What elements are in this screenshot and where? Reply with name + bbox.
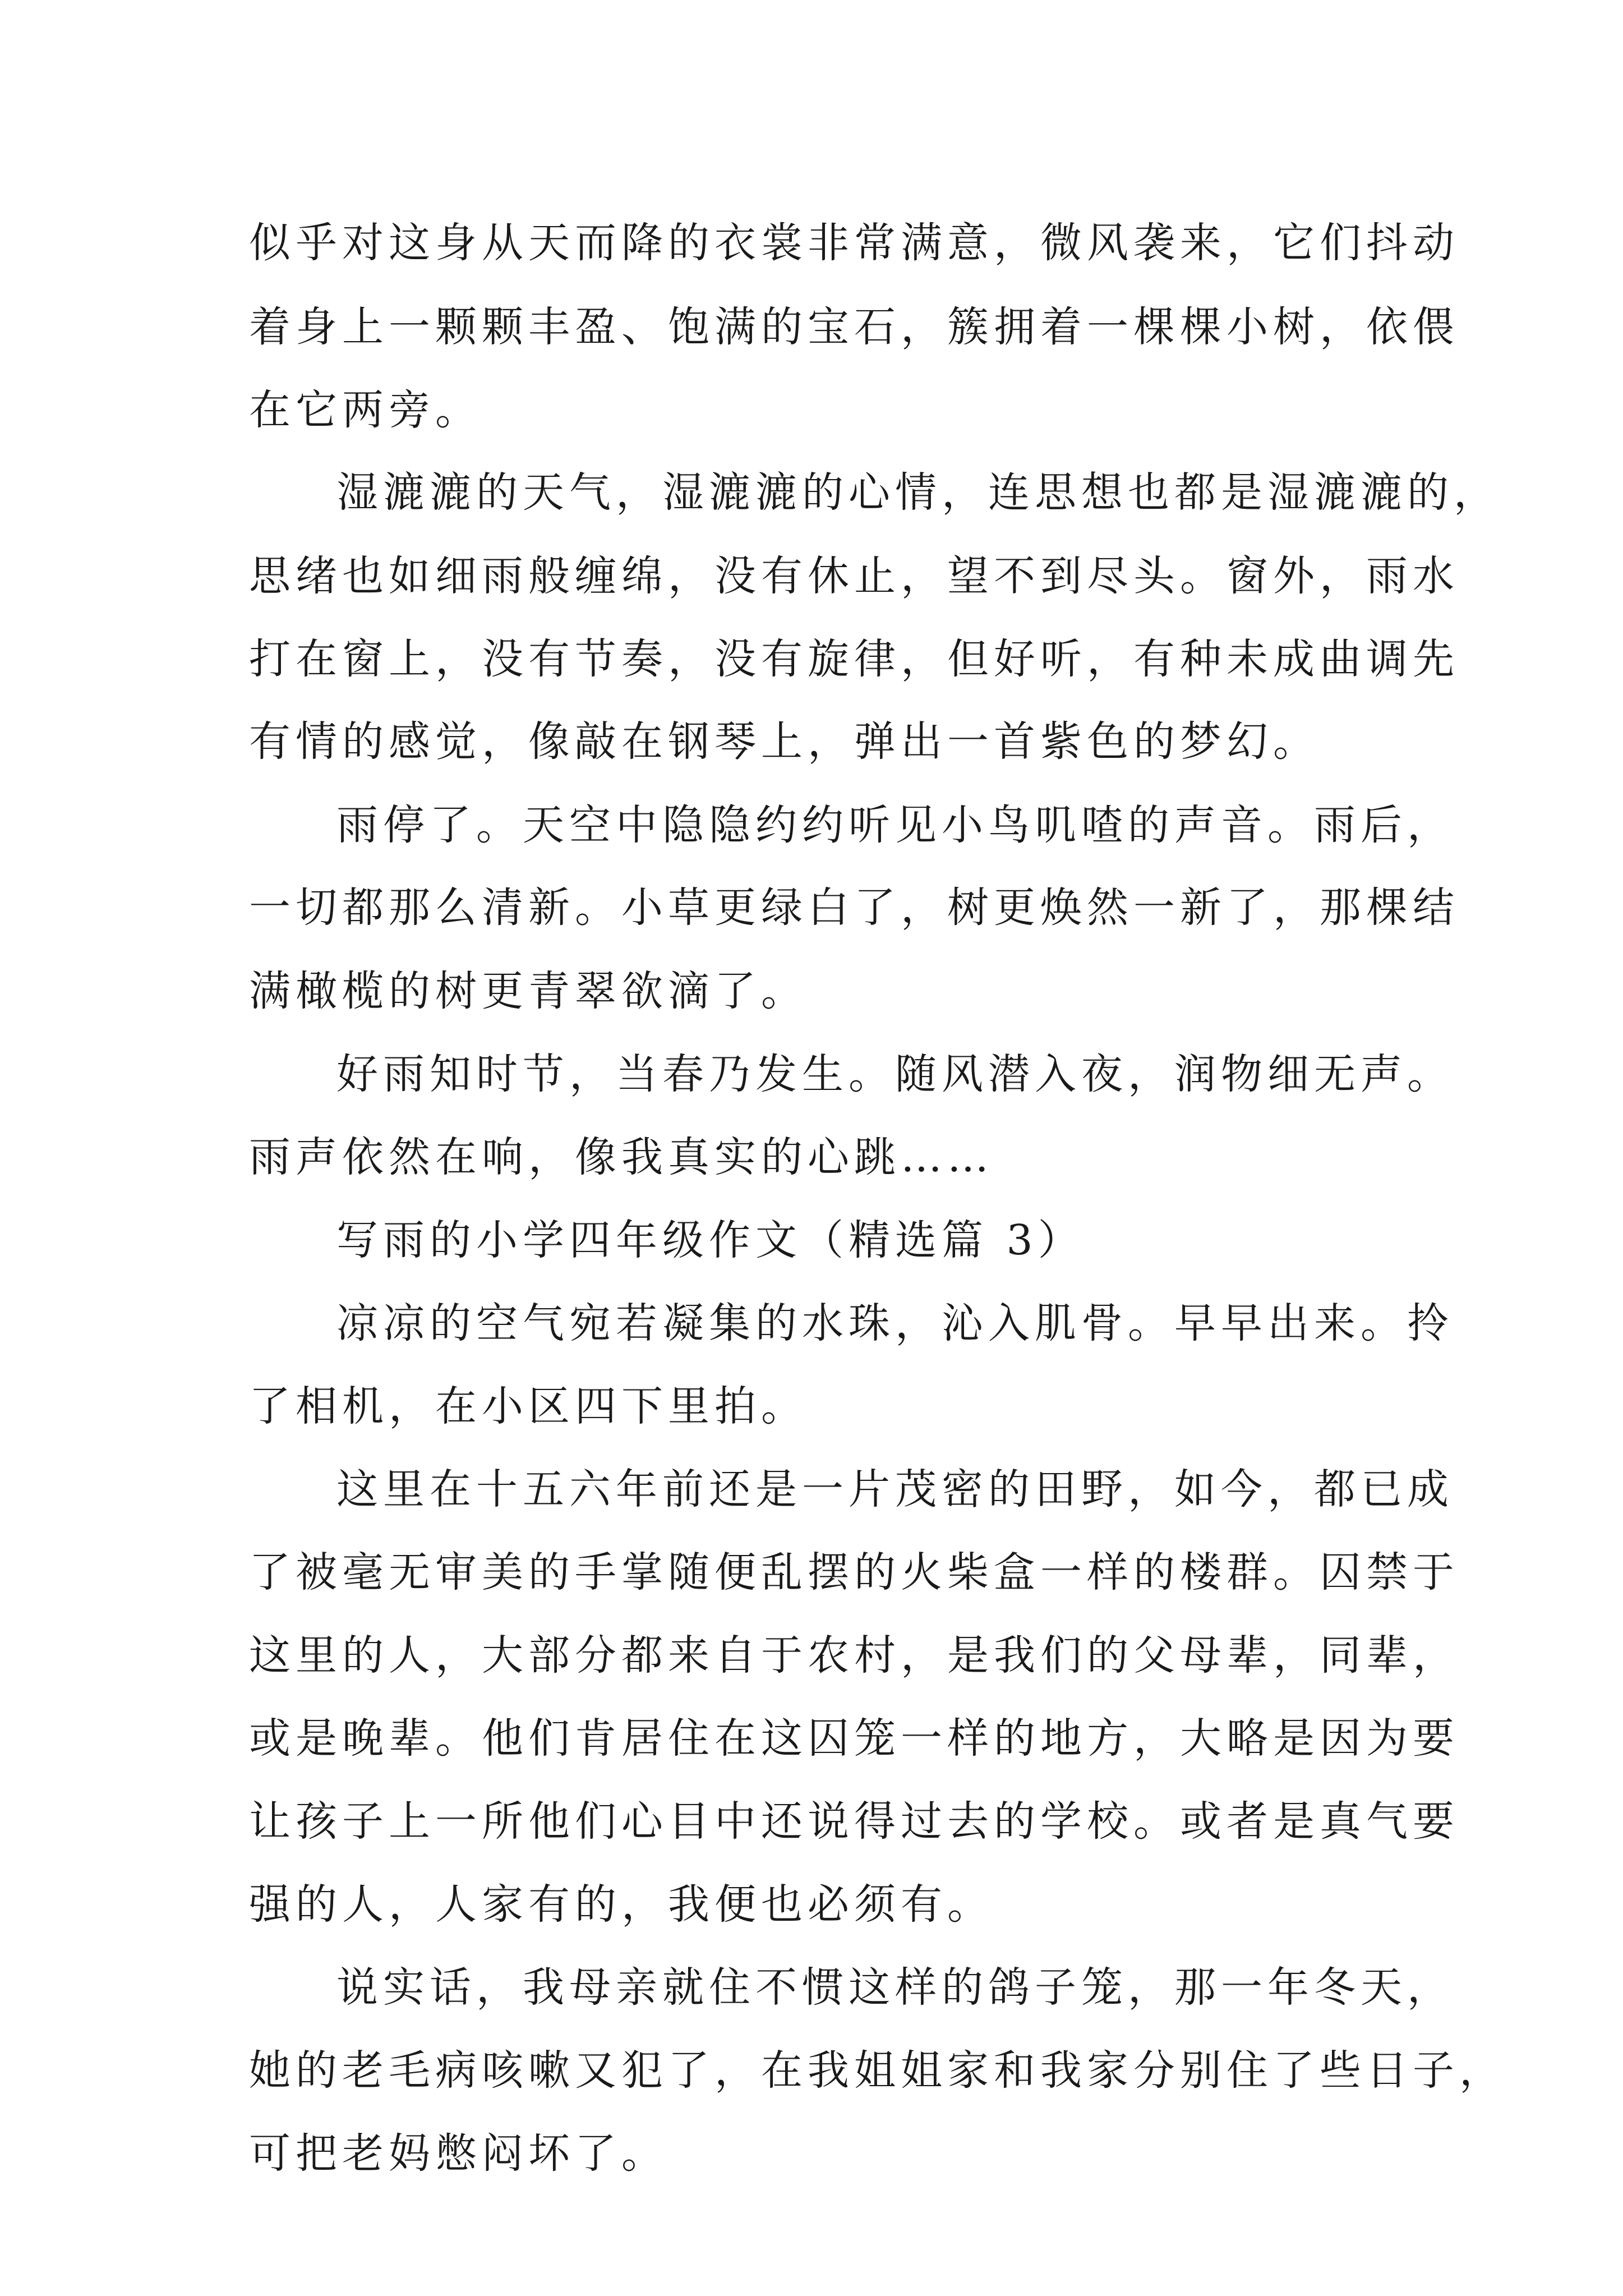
text-line: 可把老妈憋闷坏了。 bbox=[249, 2129, 668, 2178]
text-line: 强的人，人家有的，我便也必须有。 bbox=[249, 1880, 994, 1929]
text-line: 了相机，在小区四下里拍。 bbox=[249, 1382, 808, 1430]
text-line: 满橄榄的树更青翠欲滴了。 bbox=[249, 967, 808, 1015]
text-line: 在它两旁。 bbox=[249, 386, 482, 434]
paragraph-first-line: 好雨知时节，当春乃发生。随风潜入夜，润物细无声。 bbox=[336, 1050, 1454, 1098]
text-line: 或是晚辈。他们肯居住在这囚笼一样的地方，大略是因为要 bbox=[249, 1714, 1459, 1763]
text-line: 她的老毛病咳嗽又犯了，在我姐姐家和我家分别住了些日子， bbox=[249, 2046, 1506, 2095]
paragraph-first-line: 雨停了。天空中隐隐约约听见小鸟叽喳的声音。雨后， bbox=[336, 801, 1454, 849]
paragraph-first-line: 这里在十五六年前还是一片茂密的田野，如今，都已成 bbox=[336, 1465, 1454, 1513]
text-line: 有情的感觉，像敲在钢琴上，弹出一首紫色的梦幻。 bbox=[249, 717, 1320, 766]
paragraph-first-line: 说实话，我母亲就住不惯这样的鸽子笼，那一年冬天， bbox=[336, 1963, 1454, 2012]
text-line: 让孩子上一所他们心目中还说得过去的学校。或者是真气要 bbox=[249, 1797, 1459, 1846]
text-line: 思绪也如细雨般缠绵，没有休止，望不到尽头。窗外，雨水 bbox=[249, 552, 1459, 600]
section-heading: 写雨的小学四年级作文（精选篇 3） bbox=[336, 1216, 1085, 1264]
text-line: 似乎对这身从天而降的衣裳非常满意，微风袭来，它们抖动 bbox=[249, 219, 1459, 267]
paragraph-first-line: 凉凉的空气宛若凝集的水珠，沁入肌骨。早早出来。拎 bbox=[336, 1299, 1454, 1347]
text-line: 了被毫无审美的手掌随便乱摆的火柴盒一样的楼群。囚禁于 bbox=[249, 1548, 1459, 1596]
text-line: 雨声依然在响，像我真实的心跳…… bbox=[249, 1133, 994, 1181]
text-line: 一切都那么清新。小草更绿白了，树更焕然一新了，那棵结 bbox=[249, 884, 1459, 932]
text-line: 着身上一颗颗丰盈、饱满的宝石，簇拥着一棵棵小树，依偎 bbox=[249, 303, 1459, 351]
text-line: 这里的人，大部分都来自于农村，是我们的父母辈，同辈， bbox=[249, 1631, 1459, 1680]
text-line: 打在窗上，没有节奏，没有旋律，但好听，有种未成曲调先 bbox=[249, 635, 1459, 683]
paragraph-first-line: 湿漉漉的天气，湿漉漉的心情，连思想也都是湿漉漉的， bbox=[336, 468, 1500, 517]
